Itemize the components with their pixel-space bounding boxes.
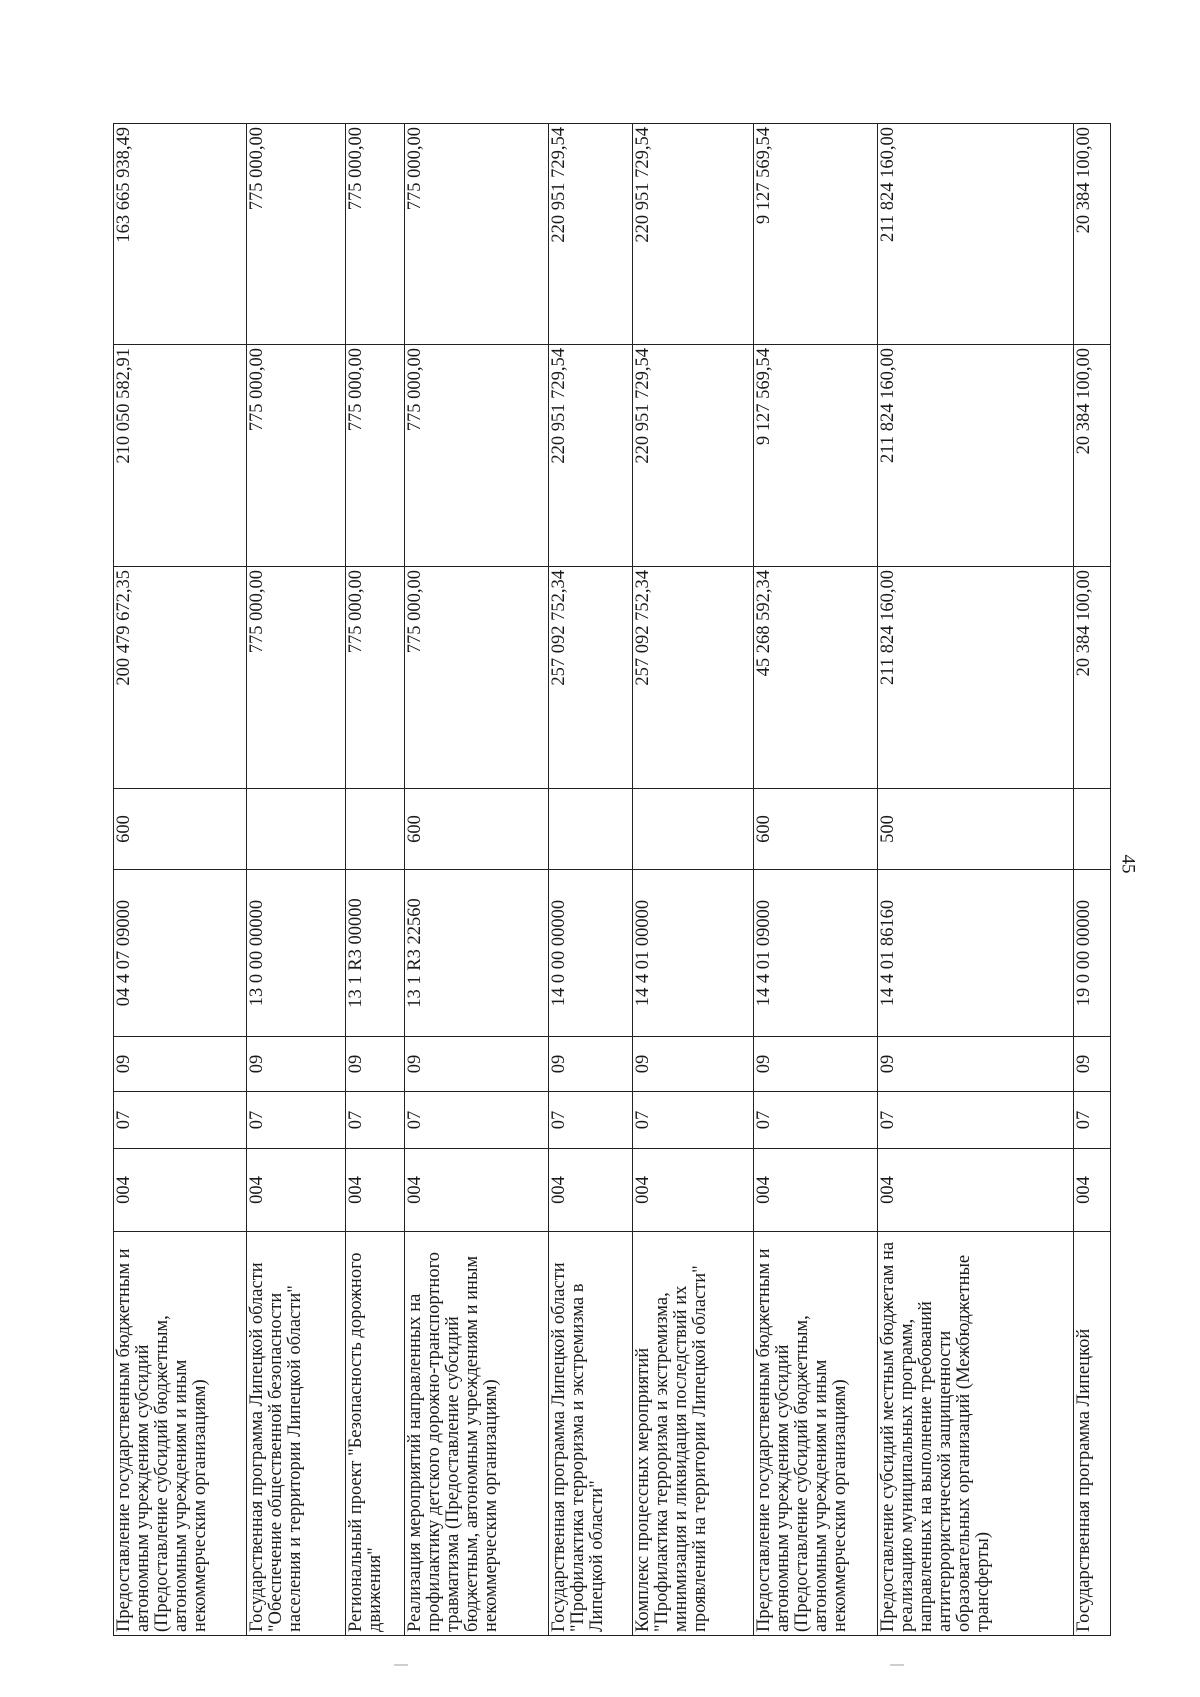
table-cell-pr: 09 xyxy=(753,1037,877,1092)
table-cell-sum-3: 775 000,00 xyxy=(345,124,405,345)
table-cell-rz: 07 xyxy=(246,1092,345,1149)
table-cell-sum-2: 220 951 729,54 xyxy=(549,345,633,567)
table-cell-sum-2: 775 000,00 xyxy=(246,345,345,567)
table-cell-vr xyxy=(633,789,754,870)
table-cell-sum-1: 257 092 752,34 xyxy=(549,567,633,789)
table-cell-ved: 004 xyxy=(549,1149,633,1232)
table-cell-name: Региональный проект "Безопасность дорожного движения" xyxy=(345,1232,405,1636)
table-cell-name: Государственная программа Липецкой области "Профилактика терроризма и экстремизма в Липецкой области" xyxy=(549,1232,633,1636)
table-cell-pr: 09 xyxy=(633,1037,754,1092)
table-cell-name: Государственная программа Липецкой области "Обеспечение общественной безопасности населения и территории Липецкой области" xyxy=(246,1232,345,1636)
table-cell-sum-1: 45 268 592,34 xyxy=(753,567,877,789)
table-cell-ved: 004 xyxy=(633,1149,754,1232)
table-cell-csr: 13 0 00 00000 xyxy=(246,870,345,1037)
table-cell-pr: 09 xyxy=(114,1037,247,1092)
table-cell-ved: 004 xyxy=(246,1149,345,1232)
table-cell-pr: 09 xyxy=(405,1037,549,1092)
table-cell-sum-1: 257 092 752,34 xyxy=(633,567,754,789)
table-cell-ved: 004 xyxy=(1074,1149,1111,1232)
table-row xyxy=(549,124,633,1636)
table-cell-vr: 600 xyxy=(753,789,877,870)
table-cell-vr xyxy=(345,789,405,870)
table-cell-sum-2: 775 000,00 xyxy=(405,345,549,567)
table-cell-sum-3: 775 000,00 xyxy=(246,124,345,345)
table-row xyxy=(246,124,345,1636)
table-row xyxy=(753,124,877,1636)
table-cell-rz: 07 xyxy=(878,1092,1074,1149)
table-cell-csr: 14 4 01 09000 xyxy=(753,870,877,1037)
table-cell-csr: 13 1 R3 22560 xyxy=(405,870,549,1037)
table-cell-name: Предоставление государственным бюджетным и автономным учреждениям субсидий (Предоставление субсидий бюджетным, автономным учреждениям и иным некоммерческим организациям) xyxy=(114,1232,247,1636)
table-cell-pr: 09 xyxy=(246,1037,345,1092)
table-cell-sum-1: 775 000,00 xyxy=(246,567,345,789)
table-cell-vr xyxy=(549,789,633,870)
table-row xyxy=(405,124,549,1636)
table-cell-sum-2: 210 050 582,91 xyxy=(114,345,247,567)
table-cell-sum-1: 775 000,00 xyxy=(345,567,405,789)
table-cell-vr: 500 xyxy=(878,789,1074,870)
table-cell-sum-1: 775 000,00 xyxy=(405,567,549,789)
table-cell-sum-2: 775 000,00 xyxy=(345,345,405,567)
table-cell-rz: 07 xyxy=(753,1092,877,1149)
table-cell-sum-3: 20 384 100,00 xyxy=(1074,124,1111,345)
table-cell-sum-2: 20 384 100,00 xyxy=(1074,345,1111,567)
table-cell-sum-1: 211 824 160,00 xyxy=(878,567,1074,789)
table-cell-vr xyxy=(1074,789,1111,870)
table-cell-sum-3: 9 127 569,54 xyxy=(753,124,877,345)
table-row xyxy=(1074,124,1111,1636)
table-cell-name: Предоставление государственным бюджетным и автономным учреждениям субсидий (Предоставление субсидий бюджетным, автономным учреждениям и иным некоммерческим организациям) xyxy=(753,1232,877,1636)
table-cell-pr: 09 xyxy=(549,1037,633,1092)
table-cell-sum-3: 775 000,00 xyxy=(405,124,549,345)
table-cell-name: Предоставление субсидий местным бюджетам на реализацию муниципальных программ, направленных на выполнение требований антитеррористической защищенности образовательных организаций (Межбюджетные трансферты) xyxy=(878,1232,1074,1636)
table-cell-sum-2: 211 824 160,00 xyxy=(878,345,1074,567)
table-row xyxy=(633,124,754,1636)
table-cell-sum-1: 20 384 100,00 xyxy=(1074,567,1111,789)
table-cell-rz: 07 xyxy=(549,1092,633,1149)
table-cell-vr xyxy=(246,789,345,870)
table-cell-name: Государственная программа Липецкой xyxy=(1074,1232,1111,1636)
table-cell-csr: 19 0 00 00000 xyxy=(1074,870,1111,1037)
table-cell-vr: 600 xyxy=(405,789,549,870)
table-cell-sum-2: 9 127 569,54 xyxy=(753,345,877,567)
table-cell-sum-3: 163 665 938,49 xyxy=(114,124,247,345)
scan-mark xyxy=(394,1664,408,1666)
table-cell-rz: 07 xyxy=(345,1092,405,1149)
table-cell-csr: 13 1 R3 00000 xyxy=(345,870,405,1037)
table-cell-ved: 004 xyxy=(114,1149,247,1232)
table-cell-name: Комплекс процессных мероприятий "Профилактика терроризма и экстремизма, минимизация и ликвидация последствий их проявлений на территории Липецкой области" xyxy=(633,1232,754,1636)
table-cell-sum-3: 220 951 729,54 xyxy=(633,124,754,345)
budget-table xyxy=(113,123,1111,1636)
table-cell-sum-3: 220 951 729,54 xyxy=(549,124,633,345)
table-row xyxy=(878,124,1074,1636)
table-cell-pr: 09 xyxy=(1074,1037,1111,1092)
table-cell-name: Реализация мероприятий направленных на профилактику детского дорожно-транспортного травматизма (Предоставление субсидий бюджетным, автономным учреждениям и иным некоммерческим организациям) xyxy=(405,1232,549,1636)
table-cell-ved: 004 xyxy=(878,1149,1074,1232)
table-cell-vr: 600 xyxy=(114,789,247,870)
scan-mark xyxy=(890,1664,904,1666)
table-cell-csr: 14 0 00 00000 xyxy=(549,870,633,1037)
table-cell-csr: 14 4 01 86160 xyxy=(878,870,1074,1037)
table-cell-sum-3: 211 824 160,00 xyxy=(878,124,1074,345)
table-row xyxy=(345,124,405,1636)
table-cell-csr: 04 4 07 09000 xyxy=(114,870,247,1037)
budget-table-rotated xyxy=(113,124,1111,1636)
page-number: 45 xyxy=(1117,854,1139,874)
table-cell-rz: 07 xyxy=(405,1092,549,1149)
table-cell-sum-2: 220 951 729,54 xyxy=(633,345,754,567)
table-cell-rz: 07 xyxy=(114,1092,247,1149)
table-cell-rz: 07 xyxy=(633,1092,754,1149)
table-cell-pr: 09 xyxy=(878,1037,1074,1092)
table-cell-rz: 07 xyxy=(1074,1092,1111,1149)
table-cell-pr: 09 xyxy=(345,1037,405,1092)
table-cell-csr: 14 4 01 00000 xyxy=(633,870,754,1037)
table-row xyxy=(114,124,247,1636)
table-cell-ved: 004 xyxy=(345,1149,405,1232)
table-cell-sum-1: 200 479 672,35 xyxy=(114,567,247,789)
table-cell-ved: 004 xyxy=(405,1149,549,1232)
table-cell-ved: 004 xyxy=(753,1149,877,1232)
